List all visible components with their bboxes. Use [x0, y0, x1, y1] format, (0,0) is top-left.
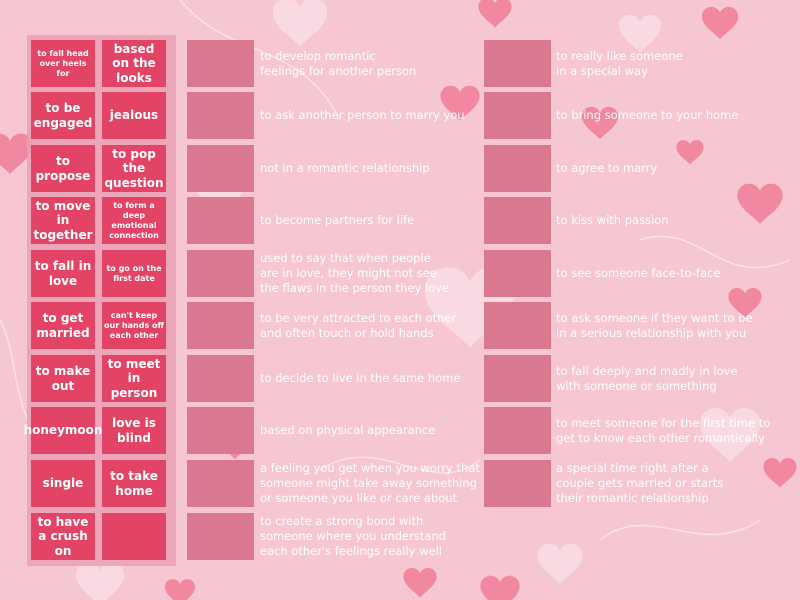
drop-zone[interactable]: [484, 250, 551, 297]
drop-zone[interactable]: [484, 145, 551, 192]
answer-tile[interactable]: to meet in person: [102, 355, 166, 402]
answer-tile[interactable]: to fall in love: [31, 250, 95, 297]
answer-tile[interactable]: to have a crush on: [31, 513, 95, 560]
answer-tile[interactable]: can't keep our hands off each other: [102, 302, 166, 349]
definition-text: to ask someone if they want to be in a serious relationship with you: [556, 310, 753, 340]
answer-tile[interactable]: to pop the question: [102, 145, 166, 192]
answer-tile: [102, 513, 166, 560]
drop-zone[interactable]: [484, 355, 551, 402]
answer-tile[interactable]: single: [31, 460, 95, 507]
definition-text: to ask another person to marry you: [260, 108, 465, 122]
drop-zone[interactable]: [187, 250, 254, 297]
drop-zone[interactable]: [187, 355, 254, 402]
drop-zone[interactable]: [187, 145, 254, 192]
answer-tile[interactable]: to go on the first date: [102, 250, 166, 297]
drop-zone[interactable]: [484, 92, 551, 139]
answer-tile[interactable]: to be engaged: [31, 92, 95, 139]
answer-tile[interactable]: to get married: [31, 302, 95, 349]
definition-text: not in a romantic relationship: [260, 161, 430, 175]
definition-text: to be very attracted to each other and often touch or hold hands: [260, 310, 457, 340]
definition-text: to create a strong bond with someone where you understand each other's feelings really well: [260, 514, 446, 558]
drop-zone[interactable]: [484, 407, 551, 454]
definition-text: to kiss with passion: [556, 213, 669, 227]
answer-tile[interactable]: jealous: [102, 92, 166, 139]
drop-zone[interactable]: [484, 40, 551, 87]
drop-zone[interactable]: [187, 302, 254, 349]
drop-zone[interactable]: [484, 302, 551, 349]
definition-text: a feeling you get when you worry that someone might take away something or someone you like or care about: [260, 461, 480, 505]
drop-zone[interactable]: [187, 197, 254, 244]
definition-text: used to say that when people are in love, they might not see the flaws in the person they love: [260, 251, 450, 295]
answer-tile[interactable]: based on the looks: [102, 40, 166, 87]
definition-text: to become partners for life: [260, 213, 415, 227]
drop-zone[interactable]: [187, 407, 254, 454]
definition-text: to bring someone to your home: [556, 108, 739, 122]
drop-zone[interactable]: [187, 40, 254, 87]
definition-text: to meet someone for the first time to get to know each other romantically: [556, 415, 771, 445]
drop-zone[interactable]: [484, 460, 551, 507]
definition-text: to really like someone in a special way: [556, 48, 683, 78]
definition-text: to develop romantic feelings for another person: [260, 48, 417, 78]
definition-text: to agree to marry: [556, 161, 658, 175]
answer-tile[interactable]: love is blind: [102, 407, 166, 454]
tile-bank: [23, 35, 176, 566]
answer-tile[interactable]: to make out: [31, 355, 95, 402]
answer-tile[interactable]: to propose: [31, 145, 95, 192]
definition-text: to fall deeply and madly in love with someone or something: [556, 363, 738, 393]
definition-text: a special time right after a couple gets married or starts their romantic relationship: [556, 461, 724, 505]
definition-text: to decide to live in the same home: [260, 371, 461, 385]
answer-tile[interactable]: to take home: [102, 460, 166, 507]
drop-zone[interactable]: [484, 197, 551, 244]
definition-text: to see someone face-to-face: [556, 266, 721, 280]
answer-tile[interactable]: to move in together: [31, 197, 95, 244]
answer-tile[interactable]: to fall head over heels for: [31, 40, 95, 87]
drop-zone[interactable]: [187, 92, 254, 139]
answer-tile[interactable]: honeymoon: [31, 407, 95, 454]
drop-zone[interactable]: [187, 513, 254, 560]
definition-text: based on physical appearance: [260, 423, 436, 437]
answer-tile[interactable]: to form a deep emotional connection: [102, 197, 166, 244]
drop-zone[interactable]: [187, 460, 254, 507]
